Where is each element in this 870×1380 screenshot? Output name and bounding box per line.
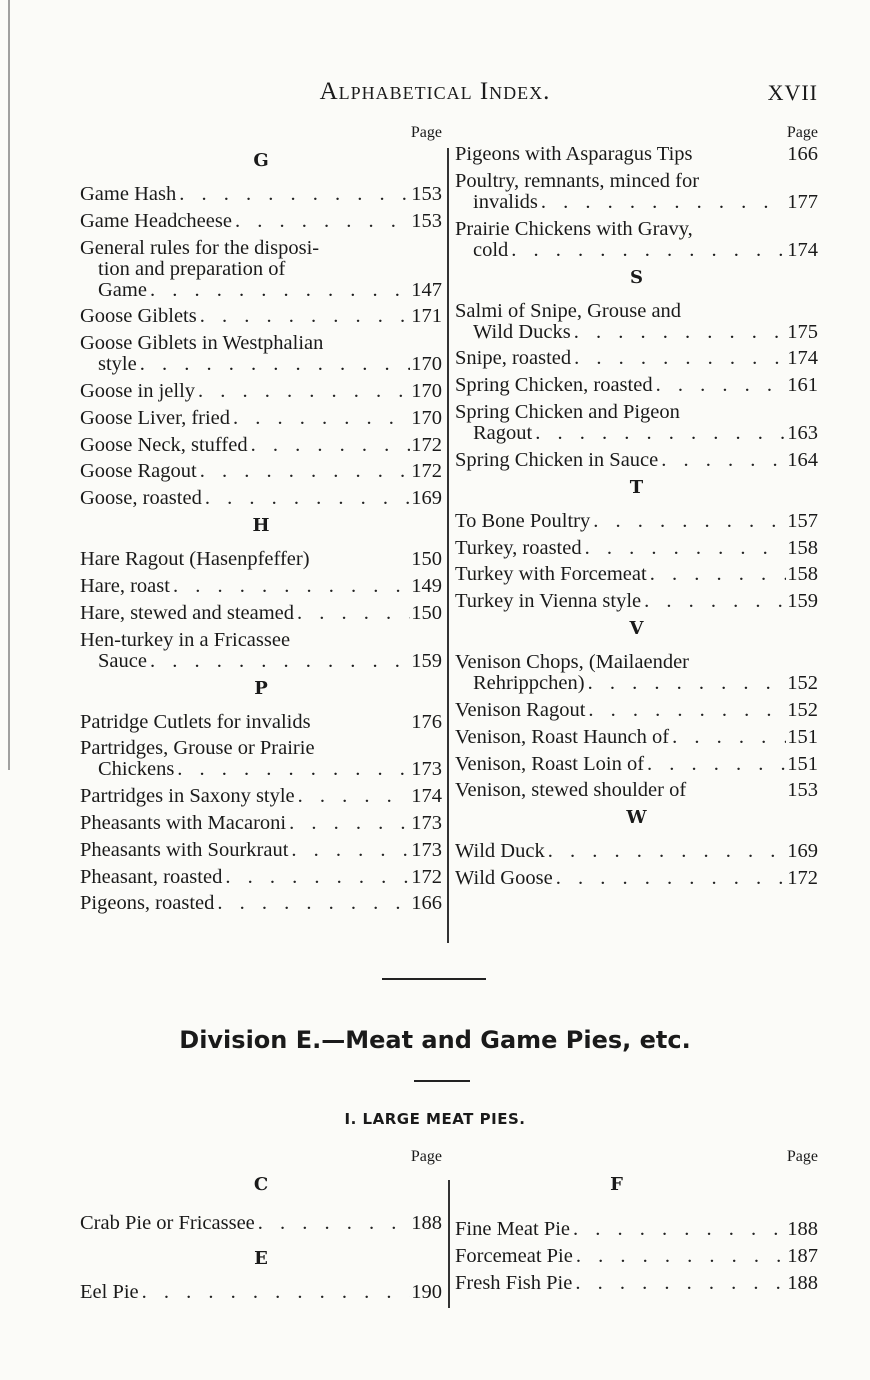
entry-title: Fine Meat Pie — [455, 1218, 571, 1240]
leader-dots — [572, 1273, 786, 1294]
section-letter-v: V — [629, 618, 644, 640]
index-entry — [455, 841, 818, 862]
entry-title-cont: style — [98, 353, 137, 376]
entry-page: 190 — [411, 1281, 442, 1303]
entry-title: General rules for the disposi- — [80, 236, 320, 259]
entry-title: Hare Ragout (Hasenpfeffer) — [80, 548, 310, 571]
entry-title: Eel Pie — [80, 1281, 139, 1303]
index-column-right — [455, 124, 818, 895]
section-divider — [414, 1080, 470, 1082]
index-entry — [455, 1273, 818, 1294]
index-entry — [455, 375, 818, 396]
entry-title: Partridges, Grouse or Prairie — [80, 737, 315, 760]
entry-title: To Bone Poultry — [455, 509, 591, 532]
entry-page: 175 — [787, 320, 818, 343]
section-letter-c: C — [253, 1174, 269, 1195]
index-entry — [455, 511, 818, 532]
index-entry — [80, 576, 442, 597]
index-entry — [80, 893, 442, 914]
leader-dots — [641, 591, 786, 612]
entry-page: 176 — [411, 710, 442, 733]
entry-title: Pheasant, roasted — [80, 865, 223, 888]
entry-title: Turkey, roasted — [455, 536, 582, 559]
leader-dots — [230, 408, 410, 429]
entry-title-cont: Chickens — [98, 758, 175, 781]
subsection-heading: I. LARGE MEAT PIES. — [344, 1110, 526, 1128]
entry-title: Turkey with Forcemeat — [455, 563, 647, 586]
index-entry — [80, 381, 442, 402]
division-heading: Division E.—Meat and Game Pies, etc. — [179, 1026, 691, 1054]
page-column-label: Page — [410, 124, 442, 141]
entry-page: 166 — [787, 143, 818, 165]
entry-page: 172 — [411, 460, 442, 483]
entry-page: 173 — [411, 838, 442, 861]
entry-page: 172 — [411, 865, 442, 888]
section-letter-g: G — [253, 150, 269, 171]
index-entry — [80, 630, 442, 672]
entry-title: Game Headcheese — [80, 209, 232, 232]
entry-page: 169 — [411, 487, 442, 510]
leader-dots — [137, 354, 410, 375]
leader-dots — [139, 1282, 410, 1303]
leader-dots — [170, 576, 410, 597]
index-entry — [455, 1246, 818, 1267]
pies-column-left — [80, 1148, 442, 1309]
entry-page: 153 — [411, 183, 442, 205]
index-entry — [80, 408, 442, 429]
entry-title: Turkey in Vienna style — [455, 590, 642, 613]
entry-title: Spring Chicken in Sauce — [455, 448, 659, 471]
leader-dots — [286, 813, 410, 834]
entry-title: Hen-turkey in a Fricassee — [80, 628, 291, 651]
index-entry — [80, 813, 442, 834]
leader-dots — [147, 280, 410, 301]
index-entry — [455, 780, 818, 801]
section-letter-w: W — [626, 807, 647, 829]
leader-dots — [573, 1246, 786, 1267]
entry-title: Fresh Fish Pie — [455, 1271, 573, 1294]
leader-dots — [647, 564, 786, 585]
index-entry — [80, 1213, 442, 1234]
leader-dots — [585, 673, 786, 694]
section-letter-f: F — [610, 1174, 623, 1195]
entry-page: 169 — [787, 840, 818, 863]
index-entry — [455, 144, 818, 165]
page-column-label: Page — [786, 1148, 818, 1165]
index-entry — [80, 549, 442, 570]
entry-page: 157 — [787, 509, 818, 532]
entry-page: 150 — [411, 548, 442, 571]
leader-dots — [653, 375, 786, 396]
leader-dots — [255, 1213, 410, 1234]
leader-dots — [582, 538, 786, 559]
leader-dots — [644, 754, 786, 775]
entry-title: Spring Chicken and Pigeon — [455, 400, 680, 423]
index-entry — [455, 700, 818, 721]
leader-dots — [553, 868, 786, 889]
entry-title: Pigeons, roasted — [80, 892, 215, 915]
index-column-left — [80, 124, 442, 920]
index-entry — [455, 591, 818, 612]
entry-title-cont: tion and preparation of — [98, 257, 286, 280]
pies-column-right — [455, 1148, 818, 1299]
section-letter-t: T — [629, 476, 644, 498]
leader-dots — [197, 461, 410, 482]
entry-title: Salmi of Snipe, Grouse and — [455, 299, 682, 322]
page-title: Alphabetical Index. — [319, 78, 551, 105]
index-entry — [455, 727, 818, 748]
page-number: XVII — [767, 80, 818, 105]
entry-title: Game Hash — [80, 183, 177, 205]
index-entry — [455, 754, 818, 775]
leader-dots — [197, 306, 410, 327]
leader-dots — [176, 184, 410, 205]
leader-dots — [295, 786, 410, 807]
entry-title: Goose in jelly — [80, 379, 196, 402]
entry-title-cont: invalids — [473, 190, 538, 213]
entry-title: Goose Giblets — [80, 305, 197, 328]
entry-title-cont: cold — [473, 238, 509, 261]
section-letter-s: S — [630, 266, 643, 288]
section-letter-e: E — [254, 1248, 268, 1269]
leader-dots — [294, 603, 410, 624]
entry-page: 163 — [787, 421, 818, 444]
leader-dots — [571, 348, 786, 369]
index-entry — [80, 211, 442, 232]
entry-title: Pheasants with Macaroni — [80, 811, 287, 834]
entry-page: 149 — [411, 574, 442, 597]
entry-title: Goose Neck, stuffed — [80, 433, 248, 456]
entry-page: 166 — [411, 892, 442, 915]
entry-page: 147 — [411, 278, 442, 301]
leader-dots — [669, 727, 786, 748]
entry-page: 159 — [787, 590, 818, 613]
leader-dots — [288, 840, 410, 861]
entry-title: Crab Pie or Fricassee — [80, 1212, 255, 1234]
column-divider — [447, 148, 449, 943]
leader-dots — [508, 240, 786, 261]
index-entry — [80, 333, 442, 375]
index-entry — [80, 1282, 442, 1303]
entry-title-cont: Ragout — [473, 421, 533, 444]
entry-page: 150 — [411, 601, 442, 624]
entry-title: Venison Ragout — [455, 698, 586, 721]
page-edge-rule — [8, 0, 10, 770]
leader-dots — [195, 381, 410, 402]
column-divider — [448, 1180, 450, 1308]
leader-dots — [222, 867, 410, 888]
entry-title: Venison, Roast Loin of — [455, 752, 645, 775]
entry-title: Partridges in Saxony style — [80, 785, 295, 808]
index-entry — [455, 348, 818, 369]
leader-dots — [147, 651, 410, 672]
entry-title: Pheasants with Sourkraut — [80, 838, 289, 861]
entry-title: Wild Duck — [455, 840, 545, 863]
entry-title: Hare, stewed and steamed — [80, 601, 295, 624]
entry-page: 152 — [787, 672, 818, 695]
entry-title: Venison Chops, (Mailaender — [455, 651, 689, 674]
entry-title: Poultry, remnants, minced for — [455, 169, 700, 192]
entry-page: 174 — [787, 238, 818, 261]
entry-page: 172 — [411, 433, 442, 456]
entry-page: 177 — [787, 190, 818, 213]
entry-title: Hare, roast — [80, 574, 170, 597]
section-letter-h: H — [252, 515, 270, 537]
entry-title: Venison, Roast Haunch of — [455, 725, 670, 748]
entry-title-cont: Sauce — [98, 649, 147, 672]
index-entry — [80, 238, 442, 301]
index-entry — [455, 868, 818, 889]
entry-page: 173 — [411, 758, 442, 781]
index-entry — [455, 450, 818, 471]
entry-page: 187 — [787, 1244, 818, 1267]
entry-page: 161 — [787, 374, 818, 397]
entry-title: Goose Liver, fried — [80, 406, 231, 429]
index-entry — [455, 652, 818, 694]
leader-dots — [590, 511, 786, 532]
entry-title: Goose, roasted — [80, 487, 202, 510]
entry-title: Forcemeat Pie — [455, 1244, 573, 1267]
leader-dots — [202, 488, 410, 509]
index-entry — [455, 1219, 818, 1240]
leader-dots — [232, 211, 410, 232]
leader-dots — [174, 759, 410, 780]
entry-page: 188 — [787, 1271, 818, 1294]
index-entry — [80, 840, 442, 861]
entry-title: Venison, stewed shoulder of — [455, 779, 687, 802]
entry-page: 159 — [411, 649, 442, 672]
entry-page: 171 — [411, 305, 442, 328]
index-entry — [455, 219, 818, 261]
index-entry — [80, 184, 442, 205]
entry-page: 173 — [411, 811, 442, 834]
entry-title: Patridge Cutlets for invalids — [80, 710, 311, 733]
entry-page: 164 — [787, 448, 818, 471]
entry-page: 188 — [787, 1218, 818, 1240]
leader-dots — [571, 322, 786, 343]
index-entry — [455, 171, 818, 213]
entry-page: 188 — [411, 1212, 442, 1234]
entry-page: 151 — [787, 725, 818, 748]
index-entry — [80, 786, 442, 807]
leader-dots — [658, 450, 786, 471]
entry-page: 174 — [411, 785, 442, 808]
entry-page: 158 — [787, 563, 818, 586]
entry-title: Wild Goose — [455, 867, 553, 890]
index-entry — [80, 435, 442, 456]
entry-page: 153 — [787, 779, 818, 802]
entry-title-cont: Wild Ducks — [473, 320, 571, 343]
leader-dots — [532, 423, 786, 444]
leader-dots — [248, 435, 410, 456]
entry-page: 158 — [787, 536, 818, 559]
leader-dots — [545, 841, 786, 862]
entry-page: 170 — [411, 379, 442, 402]
entry-title-cont: Game — [98, 278, 147, 301]
page-column-label: Page — [410, 1148, 442, 1165]
entry-page: 174 — [787, 347, 818, 370]
index-entry — [455, 301, 818, 343]
section-letter-p: P — [254, 677, 268, 699]
index-entry — [80, 738, 442, 780]
entry-page: 152 — [787, 698, 818, 721]
leader-dots — [538, 192, 786, 213]
leader-dots — [585, 700, 786, 721]
index-entry — [80, 488, 442, 509]
index-entry — [455, 402, 818, 444]
index-entry — [80, 306, 442, 327]
entry-title: Snipe, roasted — [455, 347, 572, 370]
leader-dots — [214, 893, 410, 914]
entry-title: Goose Ragout — [80, 460, 197, 483]
index-entry — [455, 564, 818, 585]
index-entry — [455, 538, 818, 559]
entry-page: 151 — [787, 752, 818, 775]
entry-title: Spring Chicken, roasted — [455, 374, 653, 397]
entry-title: Prairie Chickens with Gravy, — [455, 217, 693, 240]
entry-page: 170 — [411, 353, 442, 376]
entry-title: Goose Giblets in Westphalian — [80, 332, 324, 355]
entry-page: 172 — [787, 867, 818, 890]
index-entry — [80, 867, 442, 888]
leader-dots — [570, 1219, 786, 1240]
entry-title-cont: Rehrippchen) — [473, 672, 585, 695]
entry-title: Pigeons with Asparagus Tips — [455, 143, 693, 165]
entry-page: 170 — [411, 406, 442, 429]
index-entry — [80, 712, 442, 733]
index-entry — [80, 603, 442, 624]
entry-page: 153 — [411, 209, 442, 232]
page-column-label: Page — [786, 124, 818, 141]
section-divider — [382, 978, 486, 980]
index-entry — [80, 461, 442, 482]
